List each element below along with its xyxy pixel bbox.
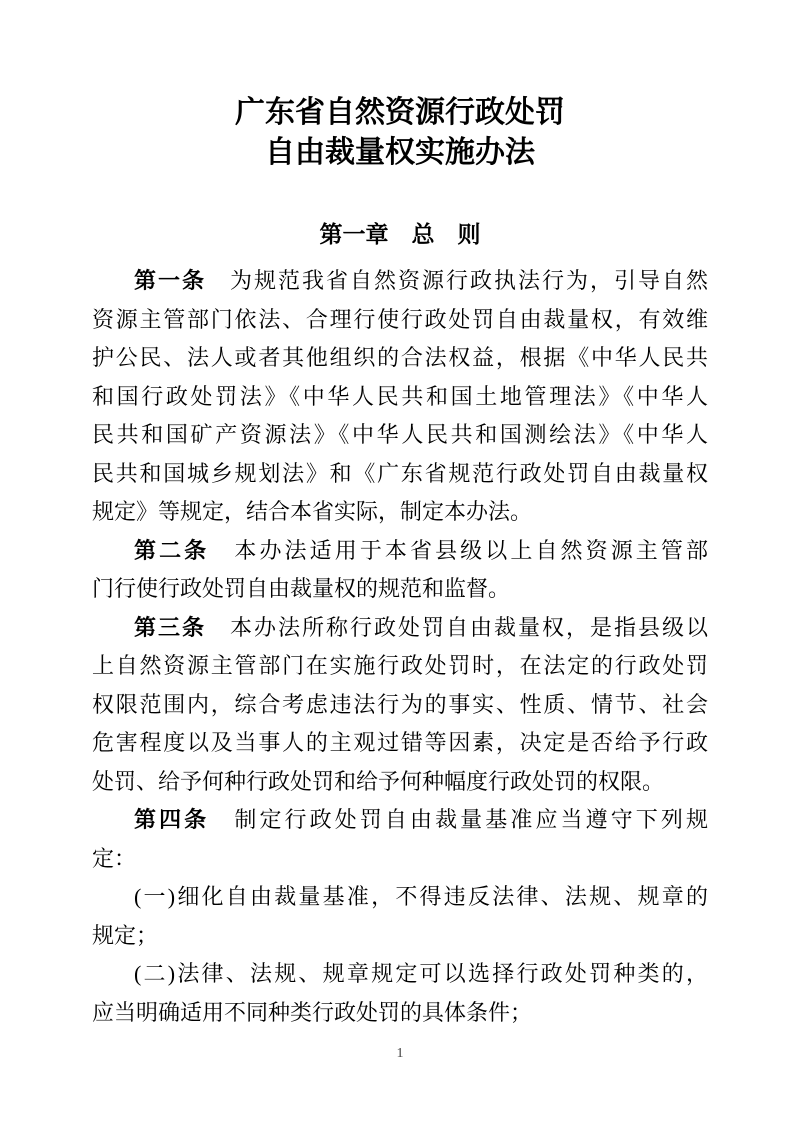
body-line: 第三条 本办法所称行政处罚自由裁量权，是指县级以 — [134, 614, 708, 640]
body-line: 危害程度以及当事人的主观过错等因素，决定是否给予行政 — [92, 730, 708, 755]
body-line: 资源主管部门依法、合理行使行政处罚自由裁量权，有效维 — [92, 306, 708, 332]
body-line: 第一条 为规范我省自然资源行政执法行为，引导自然 — [134, 268, 708, 293]
chapter-heading: 第一章 总 则 — [319, 222, 481, 247]
body-line: 定： — [92, 845, 137, 871]
body-line: 处罚、给予何种行政处罚和给予何种幅度行政处罚的权限。 — [92, 768, 665, 794]
body-line: (二)法律、法规、规章规定可以选择行政处罚种类的， — [134, 961, 708, 986]
document-title-line-2: 自由裁量权实施办法 — [265, 136, 535, 169]
body-line: 民共和国矿产资源法》《中华人民共和国测绘法》《中华人 — [92, 422, 708, 447]
document-title-line-1: 广东省自然资源行政处罚 — [235, 96, 565, 129]
body-line: 规定； — [92, 922, 159, 948]
body-line: 上自然资源主管部门在实施行政处罚时，在法定的行政处罚 — [92, 653, 708, 678]
body-line: 权限范围内，综合考虑违法行为的事实、性质、情节、社会 — [92, 691, 708, 717]
body-line: (一)细化自由裁量基准，不得违反法律、法规、规章的 — [134, 884, 708, 909]
body-line: 护公民、法人或者其他组织的合法权益，根据《中华人民共 — [92, 345, 708, 370]
body-line: 规定》等规定，结合本省实际，制定本办法。 — [92, 499, 533, 524]
page-number: 1 — [396, 1046, 404, 1061]
article-number: 第一条 — [134, 268, 206, 293]
document-body — [92, 262, 708, 1032]
body-line: 应当明确适用不同种类行政处罚的具体条件； — [92, 999, 533, 1025]
article-number: 第二条 — [134, 537, 210, 563]
body-line: 门行使行政处罚自由裁量权的规范和监督。 — [92, 576, 511, 601]
body-line: 第四条 制定行政处罚自由裁量基准应当遵守下列规 — [134, 807, 708, 832]
body-line: 和国行政处罚法》《中华人民共和国土地管理法》《中华人 — [92, 383, 708, 409]
article-number: 第四条 — [134, 807, 210, 832]
body-line: 民共和国城乡规划法》和《广东省规范行政处罚自由裁量权 — [92, 460, 708, 486]
document-title — [0, 0, 800, 173]
article-number: 第三条 — [134, 614, 206, 640]
body-line: 第二条 本办法适用于本省县级以上自然资源主管部 — [134, 537, 708, 563]
